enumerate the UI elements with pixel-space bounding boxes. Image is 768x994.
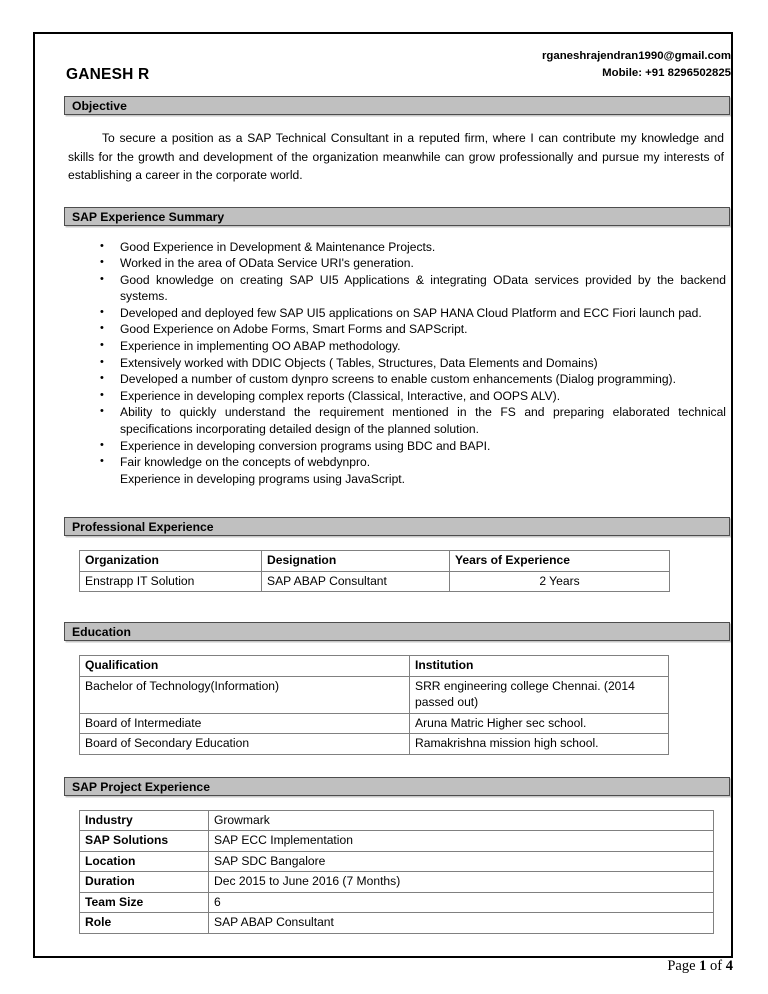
table-cell: Ramakrishna mission high school. bbox=[410, 734, 669, 755]
table-cell: Growmark bbox=[209, 810, 714, 831]
column-header: Institution bbox=[410, 656, 669, 677]
section-bar-professional-experience bbox=[64, 517, 730, 536]
spacer bbox=[64, 185, 732, 207]
list-item: • Worked in the area of OData Service URI's generation. bbox=[64, 255, 732, 272]
list-item: • Good Experience in Development & Maintenance Projects. bbox=[64, 239, 732, 256]
candidate-name: GANESH R bbox=[66, 66, 150, 83]
section-title-project-experience: SAP Project Experience bbox=[72, 779, 210, 794]
table-cell: 6 bbox=[209, 892, 714, 913]
table-cell: Bachelor of Technology(Information) bbox=[80, 676, 410, 713]
table-cell: SAP ECC Implementation bbox=[209, 831, 714, 852]
section-bar-experience-summary bbox=[64, 207, 730, 226]
section-title-professional-experience: Professional Experience bbox=[72, 520, 214, 535]
table-cell: Aruna Matric Higher sec school. bbox=[410, 713, 669, 734]
table-header-row bbox=[80, 551, 670, 572]
table-cell: SAP ABAP Consultant bbox=[209, 913, 714, 934]
list-item: • Experience in implementing OO ABAP methodology. bbox=[64, 338, 732, 355]
column-header: Designation bbox=[262, 551, 450, 572]
spacer bbox=[64, 487, 732, 517]
resume-header bbox=[64, 48, 732, 96]
project-experience-table bbox=[79, 810, 714, 934]
table-cell: SAP SDC Bangalore bbox=[209, 851, 714, 872]
list-item: Experience in developing programs using JavaScript. bbox=[120, 471, 406, 486]
section-title-objective: Objective bbox=[72, 99, 127, 113]
table-row bbox=[80, 676, 669, 713]
section-title-experience-summary: SAP Experience Summary bbox=[72, 209, 225, 224]
list-item: • Good Experience on Adobe Forms, Smart Forms and SAPScript. bbox=[64, 321, 732, 338]
page-footer bbox=[0, 958, 733, 975]
footer-prefix: Page bbox=[667, 958, 700, 974]
table-row bbox=[80, 810, 714, 831]
spacer bbox=[64, 592, 732, 622]
table-cell: Location bbox=[80, 851, 209, 872]
list-item: • Developed and deployed few SAP UI5 applications on SAP HANA Cloud Platform and ECC Fiori launch pad. bbox=[64, 305, 732, 322]
list-item: • Experience in developing conversion programs using BDC and BAPI. bbox=[64, 438, 732, 455]
footer-total-pages: 4 bbox=[725, 958, 733, 974]
footer-current-page: 1 bbox=[699, 958, 707, 974]
table-row bbox=[80, 913, 714, 934]
email-text: rganeshrajendran1990@gmail.com bbox=[541, 50, 731, 62]
section-bar-project-experience bbox=[64, 777, 730, 796]
list-item: • Good knowledge on creating SAP UI5 Applications & integrating OData services provided by the backend systems. bbox=[64, 272, 732, 305]
list-item: • Developed a number of custom dynpro screens to enable custom enhancements (Dialog programming). bbox=[64, 371, 732, 388]
table-cell: Board of Intermediate bbox=[80, 713, 410, 734]
table-cell: Role bbox=[80, 913, 209, 934]
professional-experience-table bbox=[79, 550, 670, 592]
objective-text: To secure a position as a SAP Technical Consultant in a reputed firm, where I can contribute my knowledge and skills for the growth and development of the organization meanwhile can grow professionally and pursue my interests of establishing a career in the corporate world. bbox=[68, 131, 724, 182]
column-header: Years of Experience bbox=[450, 551, 670, 572]
list-item: • Experience in developing complex reports (Classical, Interactive, and OOPS ALV). bbox=[64, 388, 732, 405]
table-cell: Dec 2015 to June 2016 (7 Months) bbox=[209, 872, 714, 893]
list-item: • Fair knowledge on the concepts of webdynpro. bbox=[64, 454, 732, 471]
page-content bbox=[64, 48, 732, 934]
document-page bbox=[33, 32, 733, 958]
contact-block bbox=[542, 48, 731, 81]
footer-middle: of bbox=[706, 958, 726, 974]
section-bar-education bbox=[64, 622, 730, 641]
table-row bbox=[80, 734, 669, 755]
table-row bbox=[80, 872, 714, 893]
table-row bbox=[80, 892, 714, 913]
column-header: Organization bbox=[80, 551, 262, 572]
spacer bbox=[64, 755, 732, 777]
education-table bbox=[79, 655, 669, 755]
table-row bbox=[80, 831, 714, 852]
table-cell: Board of Secondary Education bbox=[80, 734, 410, 755]
table-cell: 2 Years bbox=[450, 571, 670, 592]
mobile-text: Mobile: +91 8296502825 bbox=[602, 66, 731, 79]
table-cell: SRR engineering college Chennai. (2014 passed out) bbox=[410, 676, 669, 713]
table-cell: SAP Solutions bbox=[80, 831, 209, 852]
table-row bbox=[80, 713, 669, 734]
list-item: • Extensively worked with DDIC Objects ( Tables, Structures, Data Elements and Domains) bbox=[64, 355, 732, 372]
table-row bbox=[80, 571, 670, 592]
table-cell: Enstrapp IT Solution bbox=[80, 571, 262, 592]
table-cell: Industry bbox=[80, 810, 209, 831]
section-title-education: Education bbox=[72, 625, 131, 640]
list-item: • Ability to quickly understand the requirement mentioned in the FS and preparing elaborated technical specifications incorporating detailed design of the planned solution. bbox=[64, 404, 732, 437]
table-row bbox=[80, 851, 714, 872]
table-cell: SAP ABAP Consultant bbox=[262, 571, 450, 592]
table-header-row bbox=[80, 656, 669, 677]
table-cell: Duration bbox=[80, 872, 209, 893]
section-bar-objective bbox=[64, 96, 730, 115]
table-cell: Team Size bbox=[80, 892, 209, 913]
column-header: Qualification bbox=[80, 656, 410, 677]
experience-summary-list bbox=[64, 239, 732, 488]
